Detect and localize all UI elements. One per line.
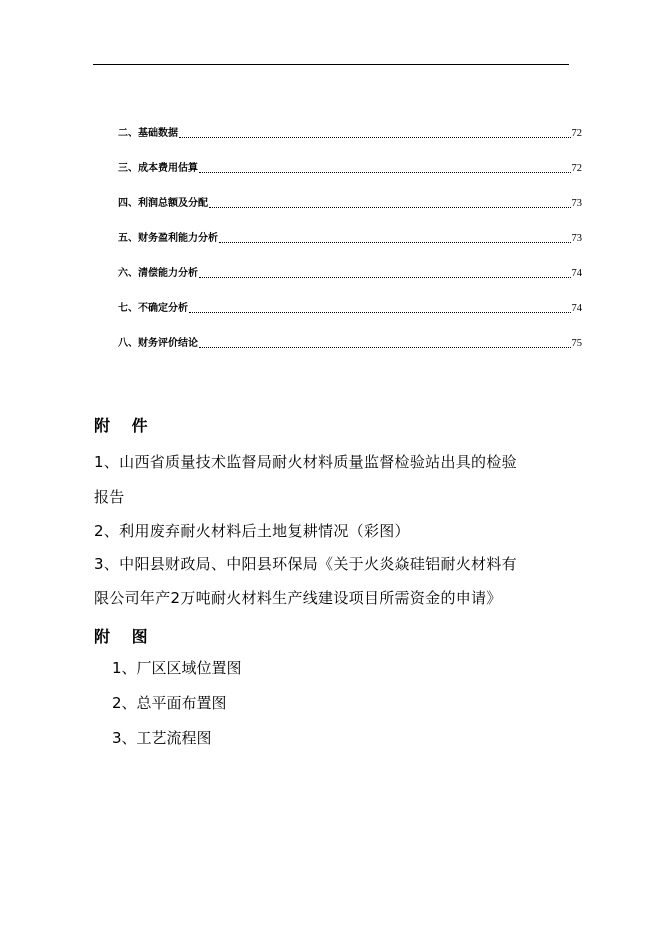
toc-entry[interactable] bbox=[118, 105, 582, 140]
toc-entry-title: 五、财务盈利能力分析 bbox=[118, 233, 218, 244]
toc-entry-title: 三、成本费用估算 bbox=[118, 163, 198, 174]
toc-entry-title: 八、财务评价结论 bbox=[118, 338, 198, 349]
figures-heading: 附 图 bbox=[94, 627, 156, 646]
toc-leader bbox=[199, 346, 571, 348]
toc-entry-page: 74 bbox=[571, 303, 582, 314]
toc-entry-page: 73 bbox=[571, 233, 582, 244]
toc-entry-page: 72 bbox=[571, 128, 582, 139]
toc-leader bbox=[199, 276, 571, 278]
header-rule bbox=[93, 64, 569, 65]
toc-entry[interactable] bbox=[118, 140, 582, 175]
toc-leader bbox=[199, 171, 571, 173]
toc-entry-page: 73 bbox=[571, 198, 582, 209]
toc-entry-title: 四、利润总额及分配 bbox=[118, 198, 208, 209]
attachment-line: 3、中阳县财政局、中阳县环保局《关于火炎焱硅铝耐火材料有 bbox=[94, 555, 517, 573]
attachment-line: 报告 bbox=[94, 488, 125, 506]
toc-leader bbox=[209, 206, 571, 208]
toc-entry-page: 74 bbox=[571, 268, 582, 279]
toc-leader bbox=[219, 241, 571, 243]
toc-entry-title: 七、不确定分析 bbox=[118, 303, 188, 314]
toc-entry[interactable] bbox=[118, 175, 582, 210]
toc-leader bbox=[189, 311, 571, 313]
toc-entry-title: 六、清偿能力分析 bbox=[118, 268, 198, 279]
attachment-line: 限公司年产2万吨耐火材料生产线建设项目所需资金的申请》 bbox=[94, 589, 502, 607]
figure-list-item: 3、工艺流程图 bbox=[112, 729, 212, 747]
attachment-line: 2、利用废弃耐火材料后土地复耕情况（彩图） bbox=[94, 522, 410, 540]
toc-entry-page: 72 bbox=[571, 163, 582, 174]
toc-entry-page: 75 bbox=[571, 338, 582, 349]
toc-entry[interactable] bbox=[118, 315, 582, 350]
toc-entry[interactable] bbox=[118, 245, 582, 280]
attachment-line: 1、山西省质量技术监督局耐火材料质量监督检验站出具的检验 bbox=[94, 453, 517, 471]
toc-entry[interactable] bbox=[118, 280, 582, 315]
table-of-contents bbox=[118, 105, 582, 350]
figure-list-item: 2、总平面布置图 bbox=[112, 694, 227, 712]
toc-entry[interactable] bbox=[118, 210, 582, 245]
figure-list-item: 1、厂区区域位置图 bbox=[112, 659, 242, 677]
toc-leader bbox=[179, 136, 571, 138]
toc-entry-title: 二、基础数据 bbox=[118, 128, 178, 139]
attachments-heading: 附 件 bbox=[94, 416, 156, 435]
